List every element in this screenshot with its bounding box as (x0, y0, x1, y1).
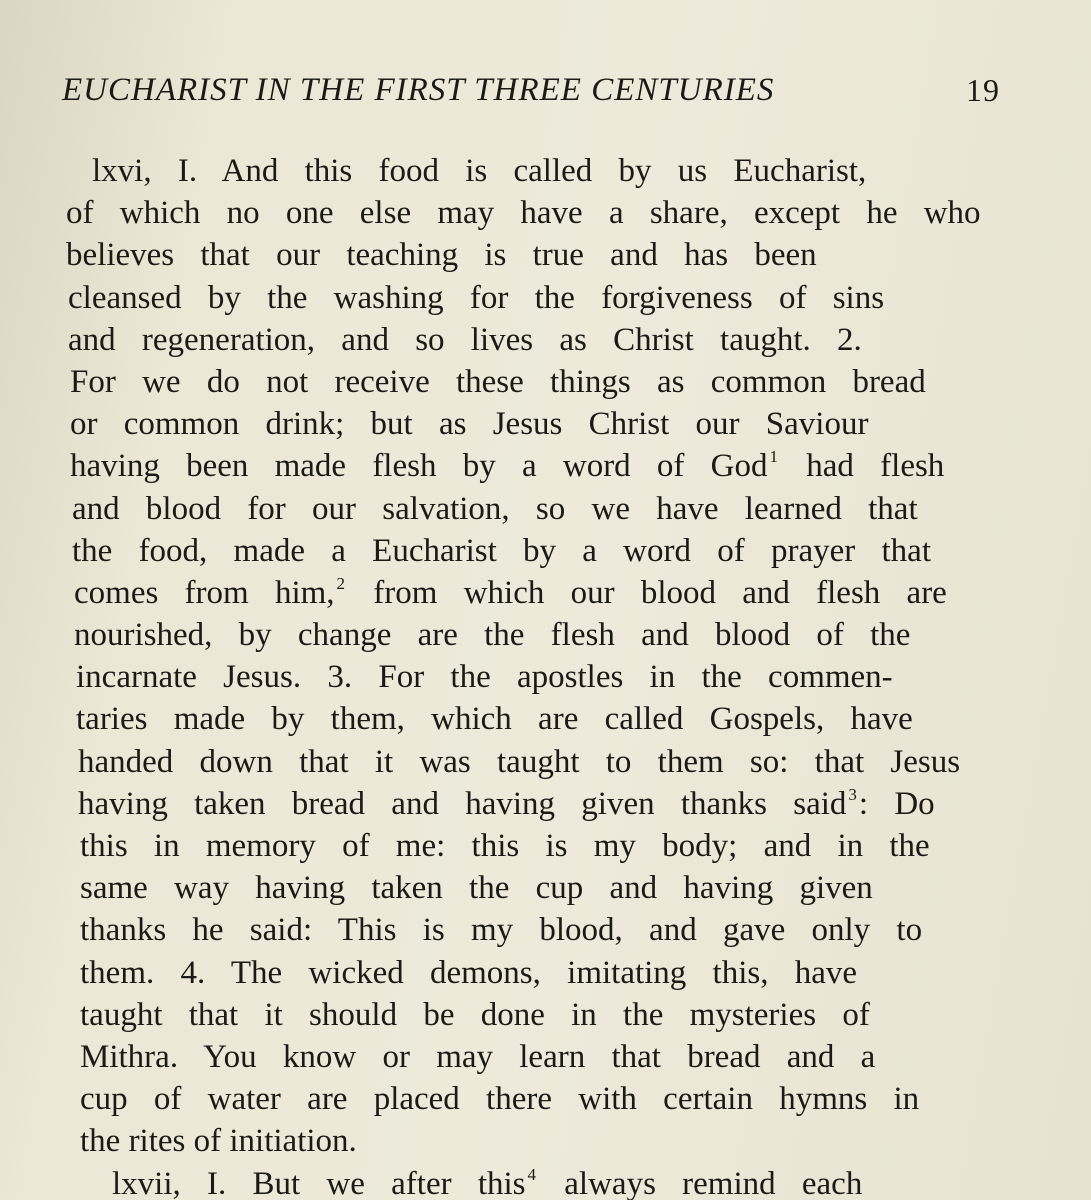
line-text-continued: always remind each (538, 1165, 863, 1200)
text-line (0, 994, 1091, 1036)
text-line (0, 445, 1091, 487)
line-text-continued: from which our blood and flesh are (347, 574, 947, 611)
line-text: and blood for our salvation, so we have learned that (72, 490, 918, 527)
line-text: the food, made a Eucharist by a word of prayer that (72, 532, 931, 569)
text-line (0, 572, 1091, 614)
line-text: this in memory of me: this is my body; and in the (80, 828, 930, 864)
text-line (0, 656, 1091, 698)
text-line (0, 614, 1091, 656)
text-line (0, 530, 1091, 572)
text-line (0, 741, 1091, 783)
text-line (0, 1120, 1091, 1162)
text-line (0, 1036, 1091, 1078)
running-head (62, 72, 1000, 122)
line-text: having been made flesh by a word of God (70, 448, 768, 485)
footnote-marker: 4 (527, 1164, 537, 1184)
line-text-continued: : Do (858, 785, 935, 822)
line-text: of which no one else may have a share, except he who (66, 195, 981, 232)
text-line (0, 867, 1091, 909)
text-line (0, 488, 1091, 530)
line-text-continued: had flesh (780, 448, 945, 485)
running-head-title: EUCHARIST IN THE FIRST THREE CENTURIES (62, 72, 775, 108)
text-line (0, 698, 1091, 740)
line-text: For we do not receive these things as common bread (70, 363, 926, 400)
line-text: comes from him, (74, 574, 335, 611)
text-line (0, 361, 1091, 403)
line-text: believes that our teaching is true and has been (66, 237, 817, 274)
body-text (0, 150, 1091, 1200)
line-text: and regeneration, and so lives as Christ taught. 2. (68, 321, 862, 358)
line-text: taries made by them, which are called Gospels, have (76, 701, 913, 738)
line-text: the rites of initiation. (80, 1123, 357, 1160)
line-text: incarnate Jesus. 3. For the apostles in the commen- (76, 659, 893, 696)
text-line (0, 909, 1091, 951)
line-text: same way having taken the cup and having given (80, 870, 873, 907)
line-text: nourished, by change are the flesh and blood of the (74, 617, 911, 654)
text-line (0, 1163, 1091, 1200)
line-text: cleansed by the washing for the forgiveness of sins (68, 279, 885, 316)
line-text: or common drink; but as Jesus Christ our Saviour (70, 406, 869, 443)
text-line (0, 825, 1091, 867)
footnote-marker: 2 (336, 573, 346, 593)
text-line (0, 403, 1091, 445)
text-line (0, 319, 1091, 361)
text-line (0, 277, 1091, 319)
line-text: lxvi, I. And this food is called by us Eucharist, (92, 153, 867, 189)
line-text: cup of water are placed there with certain hymns in (80, 1081, 920, 1118)
text-line (0, 952, 1091, 994)
line-text: taught that it should be done in the mysteries of (80, 996, 870, 1033)
footnote-marker: 3 (848, 784, 857, 804)
page-number: 19 (966, 72, 1000, 108)
line-text: handed down that it was taught to them so: that Jesus (78, 743, 961, 780)
text-line (0, 192, 1091, 234)
line-text: Mithra. You know or may learn that bread and a (80, 1038, 876, 1075)
text-line (0, 150, 1091, 192)
text-line (0, 1078, 1091, 1120)
text-line (0, 234, 1091, 276)
line-text: them. 4. The wicked demons, imitating this, have (80, 954, 858, 991)
footnote-marker: 1 (769, 447, 779, 467)
text-line (0, 783, 1091, 825)
line-text: thanks he said: This is my blood, and gave only to (80, 912, 923, 949)
line-text: having taken bread and having given thanks said (78, 785, 847, 822)
line-text: lxvii, I. But we after this (112, 1165, 526, 1200)
